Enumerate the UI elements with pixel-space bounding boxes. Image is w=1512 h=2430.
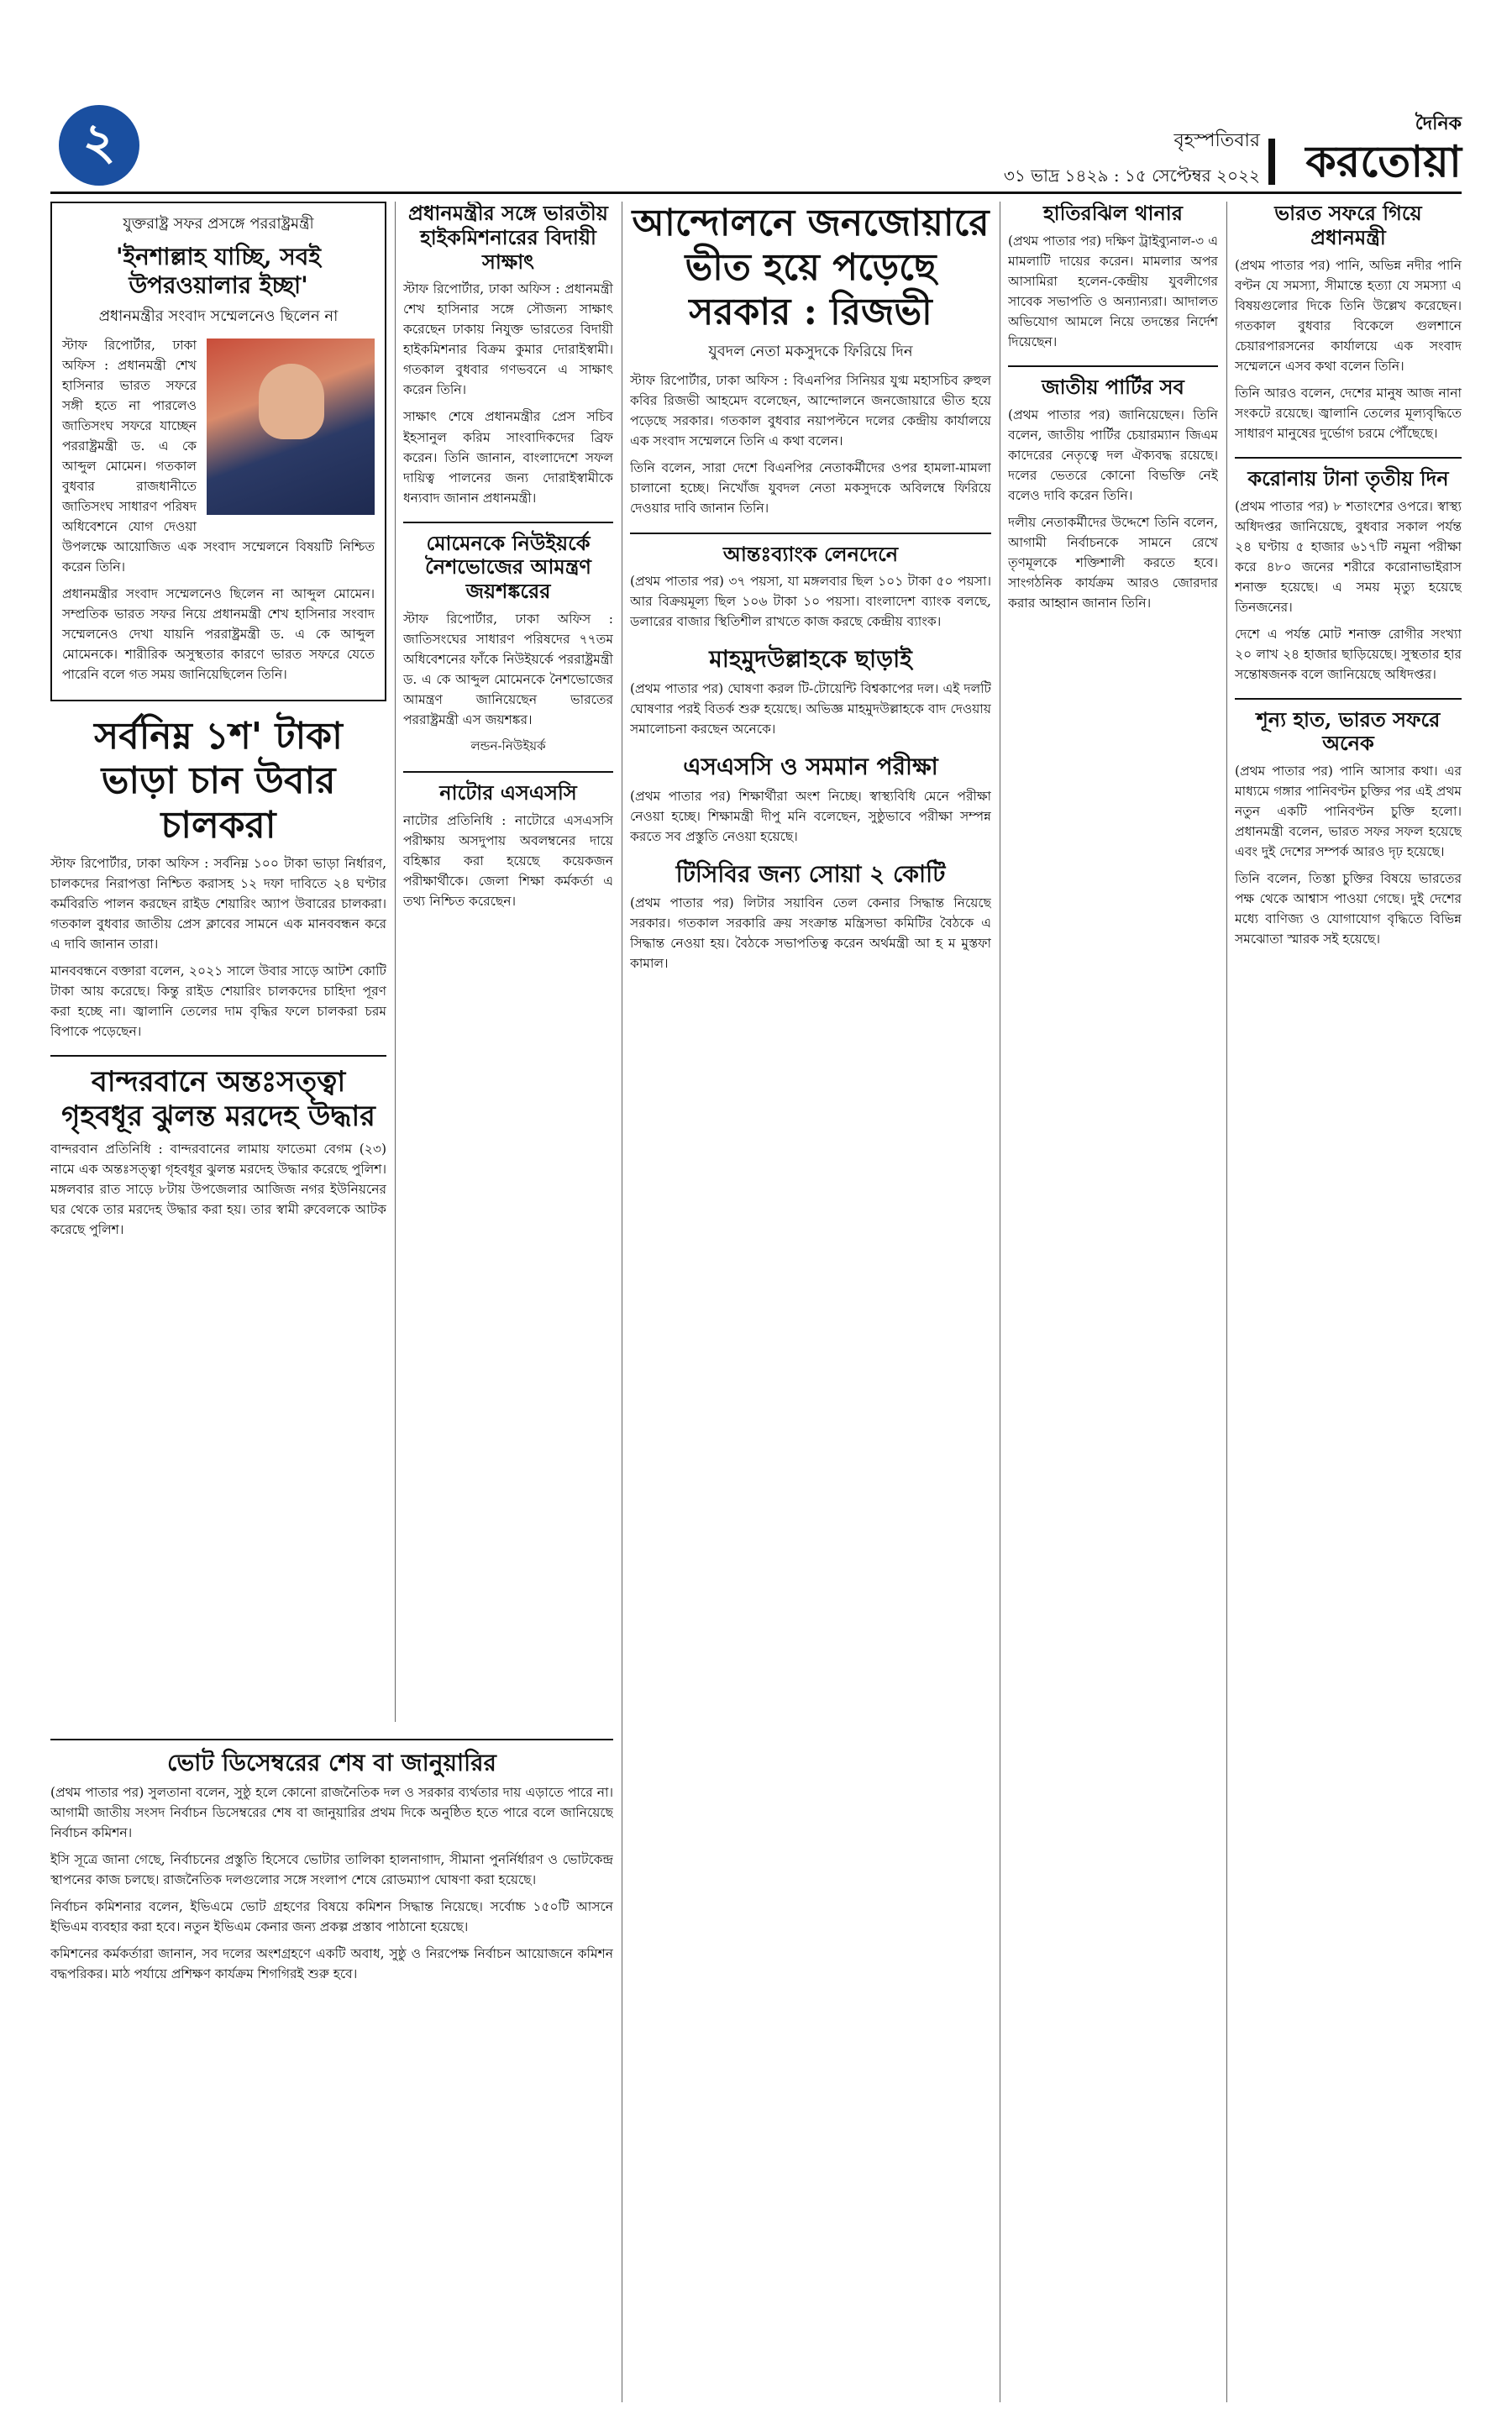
story-headline: আন্দোলনে জনজোয়ারে ভীত হয়ে পড়েছে সরকার : রিজভী [632, 202, 990, 333]
story-corona [1235, 467, 1462, 685]
story-natore-ssc [403, 781, 613, 911]
masthead [0, 0, 1512, 193]
story-paragraph: স্টাফ রিপোর্টার, ঢাকা অফিস : সর্বনিম্ন ১০০ টাকা ভাড়া নির্ধারণ, চালকদের নিরাপত্তা নিশ্চিত করাসহ ১২ দফা দাবিতে ২৪ ঘণ্টার কর্মবিরতি পালন করছেন রাইড শেয়ারিং অ্যাপ উবারের চালকরা। গতকাল বুধবার জাতীয় প্রেস ক্লাবের সামনে এক মানববন্ধন করে এ দাবি জানান তারা। [50, 855, 386, 952]
column-3 [630, 202, 991, 2385]
story-headline: প্রধানমন্ত্রীর সঙ্গে ভারতীয় হাইকমিশনারের বিদায়ী সাক্ষাৎ [408, 202, 608, 274]
story-paragraph: (প্রথম পাতার পর) শিক্ষার্থীরা অংশ নিচ্ছে। স্বাস্থ্যবিধি মেনে পরীক্ষা নেওয়া হচ্ছে। শিক্ষামন্ত্রী দীপু মনি বলেছেন, সুষ্ঠুভাবে পরীক্ষা সম্পন্ন করতে সব প্রস্তুতি নেওয়া হয়েছে। [630, 788, 991, 844]
date-line [790, 126, 1260, 192]
story-paragraph: বান্দরবান প্রতিনিধি : বান্দরবানের লামায় ফাতেমা বেগম (২৩) নামে এক অন্তঃসত্ত্বা গৃহবধূর ঝুলন্ত মরদেহ উদ্ধার করেছে পুলিশ। মঙ্গলবার রাত সাড়ে ৮টায় উপজেলার আজিজ নগর ইউনিয়নের ঘর থেকে তার মরদেহ উদ্ধার করা হয়। তার স্বামী রুবেলকে আটক করেছে পুলিশ। [50, 1141, 386, 1237]
story-paragraph: তিনি বলেন, সারা দেশে বিএনপির নেতাকর্মীদের ওপর হামলা-মামলা চালানো হচ্ছে। নিখোঁজ যুবদল নেতা মকসুদকে অবিলম্বে ফিরিয়ে দেওয়ার দাবি জানান তিনি। [630, 460, 991, 517]
story-paragraph: (প্রথম পাতার পর) লিটার সয়াবিন তেল কেনার সিদ্ধান্ত নিয়েছে সরকার। গতকাল সরকারি ক্রয় সংক্রান্ত মন্ত্রিসভা কমিটির বৈঠকে এ সিদ্ধান্ত নেওয়া হয়। বৈঠকে সভাপতিত্ব করেন অর্থমন্ত্রী আ হ ম মুস্তফা কামাল। [630, 895, 991, 972]
story-hatirjheel [1008, 202, 1218, 352]
story-tcb [630, 860, 991, 974]
story-paragraph: (প্রথম পাতার পর) ঘোষণা করল টি-টোয়েন্টি বিশ্বকাপের দল। এই দলটি ঘোষণার পরই বিতর্ক শুরু হয়েছে। অভিজ্ঞ মাহমুদউল্লাহকে বাদ দেওয়ায় সমালোচনা করছেন অনেকে। [630, 680, 991, 737]
story-paragraph: (প্রথম পাতার পর) সুলতানা বলেন, সুষ্ঠু হলে কোনো রাজনৈতিক দল ও সরকার ব্যর্থতার দায় এড়াতে পারে না। আগামী জাতীয় সংসদ নির্বাচন ডিসেম্বরের শেষ বা জানুয়ারির প্রথম দিকে অনুষ্ঠিত হতে পারে বলে জানিয়েছে নির্বাচন কমিশন। [50, 1784, 613, 1840]
story-headline: 'ইনশাল্লাহ যাচ্ছি, সবই উপরওয়ালার ইচ্ছা' [116, 243, 321, 299]
story-rizvi [630, 202, 991, 519]
story-paragraph: (প্রথম পাতার পর) পানি আসার কথা। এর মাধ্যমে গঙ্গার পানিবণ্টন চুক্তির পর এই প্রথম নতুন একটি পানিবণ্টন চুক্তি হলো। প্রধানমন্ত্রী বলেন, ভারত সফর সফল হয়েছে এবং দুই দেশের সম্পর্ক আরও দৃঢ় হয়েছে। [1235, 764, 1462, 860]
story-headline: টিসিবির জন্য সোয়া ২ কোটি [675, 859, 946, 888]
story-paragraph: (প্রথম পাতার পর) দক্ষিণ ট্রাইব্যুনাল-৩ এ মামলাটি দায়ের করেন। মামলার অপর আসামিরা হলেন-কেন্দ্রীয় যুবলীগের সাবেক সভাপতি ও অন্যান্যরা। আদালত অভিযোগ আমলে নিয়ে তদন্তের নির্দেশ দিয়েছেন। [1008, 233, 1218, 349]
story-divider [630, 533, 991, 534]
story-subheadline: প্রধানমন্ত্রীর সংবাদ সম্মেলনেও ছিলেন না [98, 307, 339, 326]
story-paragraph: (প্রথম পাতার পর) পানি, অভিন্ন নদীর পানি বণ্টন যে সমস্যা, সীমান্তে হত্যা যে সমস্যা এ বিষয়গুলোর দিকে তিনি উল্লেখ করেছেন। গতকাল বুধবার বিকেলে গুলশানে চেয়ারপারসনের কার্যালয়ে এক সংবাদ সম্মেলনে এসব কথা বলেন তিনি। [1235, 257, 1462, 374]
story-mahmudullah [630, 645, 991, 739]
story-subheadline: যুবদল নেতা মকসুদকে ফিরিয়ে দিন [708, 343, 913, 361]
story-election-date [50, 1749, 613, 1984]
column-separator [1226, 202, 1227, 2402]
masthead-rule [50, 192, 1462, 194]
issue-date: ৩১ ভাদ্র ১৪২৯ : ১৫ সেপ্টেম্বর ২০২২ [1003, 165, 1260, 186]
story-paragraph: তিনি আরও বলেন, দেশের মানুষ আজ নানা সংকটে রয়েছে। জ্বালানি তেলের মূল্যবৃদ্ধিতে সাধারণ মানুষের দুর্ভোগ চরমে পৌঁছেছে। [1235, 385, 1462, 441]
story-paragraph: নাটোর প্রতিনিধি : নাটোরে এসএসসি পরীক্ষায় অসদুপায় অবলম্বনের দায়ে বহিষ্কার করা হয়েছে কয়েকজন পরীক্ষার্থীকে। জেলা শিক্ষা কর্মকর্তা এ তথ্য নিশ্চিত করেছেন। [403, 812, 613, 909]
story-india-visit [1235, 202, 1462, 443]
story-headline: জাতীয় পার্টির সব [1042, 374, 1184, 399]
story-headline: ভারত সফরে গিয়ে প্রধানমন্ত্রী [1274, 202, 1422, 249]
story-headline: মোমেনকে নিউইয়র্কে নৈশভোজের আমন্ত্রণ জয়শঙ্করের [425, 530, 591, 604]
story-paragraph: কমিশনের কর্মকর্তারা জানান, সব দলের অংশগ্রহণে একটি অবাধ, সুষ্ঠু ও নিরপেক্ষ নির্বাচন আয়োজনে কমিশন বদ্ধপরিকর। মাঠ পর্যায়ে প্রশিক্ষণ কার্যক্রম শিগগিরই শুরু হবে। [50, 1945, 613, 1981]
story-divider [1235, 698, 1462, 700]
story-divider [50, 1739, 613, 1740]
story-divider [1235, 457, 1462, 459]
story-paragraph: স্টাফ রিপোর্টার, ঢাকা অফিস : প্রধানমন্ত্রী শেখ হাসিনার সঙ্গে সৌজন্য সাক্ষাৎ করেছেন ঢাকায় নিযুক্ত ভারতের বিদায়ী হাইকমিশনার বিক্রম কুমার দোরাইস্বামী। গতকাল বুধবার গণভবনে এ সাক্ষাৎ করেন তিনি। [403, 281, 613, 398]
story-headline: করোনায় টানা তৃতীয় দিন [1247, 465, 1449, 491]
story-divider [50, 1055, 386, 1057]
column-4 [1008, 202, 1218, 2385]
column-2 [403, 202, 613, 1714]
story-paragraph: প্রধানমন্ত্রীর সংবাদ সম্মেলনেও ছিলেন না আব্দুল মোমেন। সম্প্রতিক ভারত সফর নিয়ে প্রধানমন্ত্রী শেখ হাসিনার সংবাদ সম্মেলনেও দেখা যায়নি পররাষ্ট্রমন্ত্রী ড. এ কে আব্দুল মোমেনকে। শারীরিক অসুস্থতার কারণে ভারত সফরে যেতে পারেনি বলে গত সময় জানিয়েছিলেন তিনি। [62, 586, 375, 683]
minister-photo [207, 339, 375, 515]
continuation-label: লন্ডন-নিউইয়র্ক [470, 738, 546, 754]
story-paragraph: দলীয় নেতাকর্মীদের উদ্দেশে তিনি বলেন, আগামী নির্বাচনকে সামনে রেখে তৃণমূলকে শক্তিশালী করতে হবে। সাংগঠনিক কার্যক্রম আরও জোরদার করার আহ্বান জানান তিনি। [1008, 514, 1218, 611]
newspaper-logo [1268, 109, 1462, 185]
column-separator [395, 202, 396, 1722]
story-paragraph: ইসি সূত্রে জানা গেছে, নির্বাচনের প্রস্তুতি হিসেবে ভোটার তালিকা হালনাগাদ, সীমানা পুনর্নির্ধারণ ও ভোটকেন্দ্র স্থাপনের কাজ চলছে। রাজনৈতিক দলগুলোর সঙ্গে সংলাপ শেষে রোডম্যাপ ঘোষণা করা হয়েছে। [50, 1851, 613, 1887]
story-paragraph: দেশে এ পর্যন্ত মোট শনাক্ত রোগীর সংখ্যা ২০ লাখ ২৪ হাজার ছাড়িয়েছে। সুস্থতার হার সন্তোষজনক বলে জানিয়েছে অধিদপ্তর। [1235, 626, 1462, 682]
story-headline: ভোট ডিসেম্বরের শেষ বা জানুয়ারির [167, 1749, 496, 1777]
story-momen-dinner [403, 532, 613, 758]
story-paragraph: (প্রথম পাতার পর) ৮ শতাংশের ওপরে। স্বাস্থ্য অধিদপ্তর জানিয়েছে, বুধবার সকাল পর্যন্ত ২৪ ঘণ্টায় ৫ হাজার ৬১৭টি নমুনা পরীক্ষা করে ৪৮০ জনের শরীরে করোনাভাইরাস শনাক্ত হয়েছে। এ সময় মৃত্যু হয়েছে তিনজনের। [1235, 498, 1462, 615]
story-interbank [630, 543, 991, 632]
story-paragraph: স্টাফ রিপোর্টার, ঢাকা অফিস : বিএনপির সিনিয়র যুগ্ম মহাসচিব রুহুল কবির রিজভী আহমেদ বলেছেন, আন্দোলনে জনজোয়ারে ভীত হয়ে পড়েছে সরকার। গতকাল বুধবার নয়াপল্টনে দলের কেন্দ্রীয় কার্যালয়ে এক সংবাদ সম্মেলনে তিনি এ কথা বলেন। [630, 373, 991, 449]
story-jatiya-party [1008, 375, 1218, 613]
page-number-badge: ২ [59, 105, 139, 186]
story-headline: হাতিরঝিল থানার [1043, 202, 1183, 225]
story-empty-hand [1235, 708, 1462, 950]
story-ssc-exam [630, 753, 991, 847]
story-high-commissioner [403, 202, 613, 508]
story-divider [403, 522, 613, 523]
weekday: বৃহস্পতিবার [1173, 130, 1260, 151]
logo-small-text: দৈনিক [1415, 113, 1462, 134]
story-divider [403, 771, 613, 773]
story-paragraph: নির্বাচন কমিশনার বলেন, ইভিএমে ভোট গ্রহণের বিষয়ে কমিশন সিদ্ধান্ত নিয়েছে। সর্বোচ্চ ১৫০টি আসনে ইভিএম ব্যবহার করা হবে। নতুন ইভিএম কেনার জন্য প্রকল্প প্রস্তাব পাঠানো হয়েছে। [50, 1898, 613, 1934]
story-bandarban [50, 1065, 386, 1240]
story-paragraph: (প্রথম পাতার পর) ৩৭ পয়সা, যা মঙ্গলবার ছিল ১০১ টাকা ৫০ পয়সা। আর বিক্রয়মূল্য ছিল ১০৬ টাকা ১০ পয়সা। বাংলাদেশ ব্যাংক বলছে, ডলারের বাজার স্থিতিশীল রাখতে কাজ করছে কেন্দ্রীয় ব্যাংক। [630, 574, 991, 630]
story-kicker: যুক্তরাষ্ট্র সফর প্রসঙ্গে পররাষ্ট্রমন্ত্রী [123, 215, 314, 233]
story-paragraph: তিনি বলেন, তিস্তা চুক্তির বিষয়ে ভারতের পক্ষ থেকে আশ্বাস পাওয়া গেছে। দুই দেশের মধ্যে বাণিজ্য ও যোগাযোগ বৃদ্ধিতে বিভিন্ন সমঝোতা স্মারক সই হয়েছে। [1235, 871, 1462, 947]
logo-title: করতোয়া [1305, 136, 1462, 187]
story-paragraph: স্টাফ রিপোর্টার, ঢাকা অফিস : প্রধানমন্ত্রী শেখ হাসিনার ভারত সফরে সঙ্গী হতে না পারলেও জাতিসংঘ সফরে যাচ্ছেন পররাষ্ট্রমন্ত্রী ড. এ কে আব্দুল মোমেন। গতকাল বুধবার রাজধানীতে জাতিসংঘ সাধারণ পরিষদ অধিবেশনে যোগ দেওয়া উপলক্ষে আয়োজিত এক সংবাদ সম্মেলনে বিষয়টি নিশ্চিত করেন তিনি। [62, 338, 375, 575]
bottom-left-block [50, 1730, 613, 2402]
story-headline: এসএসসি ও সমমান পরীক্ষা [683, 752, 938, 780]
story-foreign-minister [50, 202, 386, 701]
story-headline: শূন্য হাত, ভারত সফরে অনেক [1256, 706, 1441, 756]
story-paragraph: মানববন্ধনে বক্তারা বলেন, ২০২১ সালে উবার সাড়ে আটশ কোটি টাকা আয় করেছে। কিন্তু রাইড শেয়ারিং চালকদের চাহিদা পূরণ করা হচ্ছে না। জ্বালানি তেলের দাম বৃদ্ধির ফলে চালকরা চরম বিপাকে পড়েছেন। [50, 963, 386, 1039]
logo-bar [1268, 139, 1275, 185]
column-5 [1235, 202, 1462, 2385]
story-paragraph: সাক্ষাৎ শেষে প্রধানমন্ত্রীর প্রেস সচিব ইহসানুল করিম সাংবাদিকদের ব্রিফ করেন। তিনি জানান, বাংলাদেশে সফল দায়িত্ব পালনের জন্য দোরাইস্বামীকে ধন্যবাদ জানান প্রধানমন্ত্রী। [403, 409, 613, 506]
story-paragraph: স্টাফ রিপোর্টার, ঢাকা অফিস : জাতিসংঘের সাধারণ পরিষদের ৭৭তম অধিবেশনের ফাঁকে নিউইয়র্কে পররাষ্ট্রমন্ত্রী ড. এ কে আব্দুল মোমেনকে নৈশভোজের আমন্ত্রণ জানিয়েছেন ভারতের পররাষ্ট্রমন্ত্রী এস জয়শঙ্কর। [403, 611, 613, 728]
story-divider [1008, 365, 1218, 367]
story-paragraph: (প্রথম পাতার পর) জানিয়েছেন। তিনি বলেন, জাতীয় পার্টির চেয়ারম্যান জিএম কাদেরের নেতৃত্বে দল ঐক্যবদ্ধ রয়েছে। দলের ভেতরে কোনো বিভক্তি নেই বলেও দাবি করেন তিনি। [1008, 407, 1218, 503]
story-uber-drivers [50, 715, 386, 1042]
column-1 [50, 202, 386, 1714]
story-headline: মাহমুদউল্লাহকে ছাড়াই [709, 645, 912, 674]
story-headline: নাটোর এসএসসি [439, 780, 577, 806]
story-headline: সর্বনিম্ন ১শ' টাকা ভাড়া চান উবার চালকরা [94, 715, 343, 848]
story-headline: বান্দরবানে অন্তঃসত্ত্বা গৃহবধূর ঝুলন্ত মরদেহ উদ্ধার [61, 1064, 375, 1133]
story-headline: আন্তঃব্যাংক লেনদেনে [722, 541, 899, 566]
